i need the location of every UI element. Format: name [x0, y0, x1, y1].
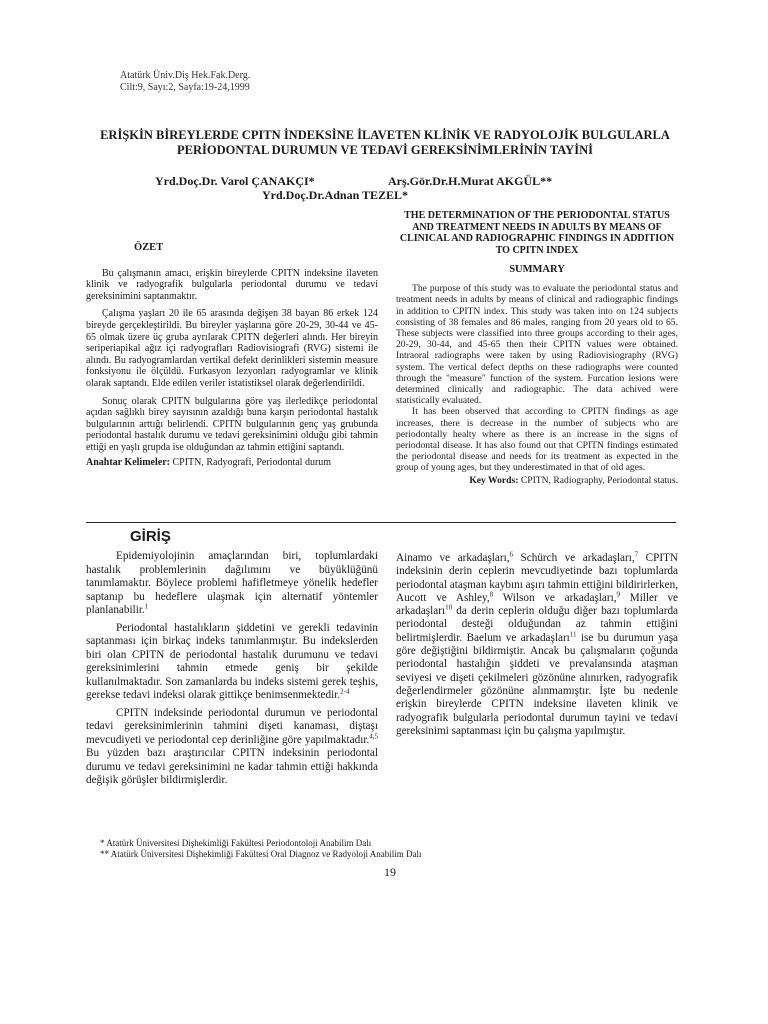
text-segment: Ainamo ve arkadaşları, — [396, 552, 510, 564]
section-divider — [86, 522, 676, 523]
article-title-turkish: ERİŞKİN BİREYLERDE CPITN İNDEKSİNE İLAVETEN KLİNİK VE RADYOLOJİK BULGULARLA PERİODONTAL DURUMUN VE TEDAVİ GEREKSİNİMLERİNİN TAYİNİ — [100, 128, 670, 157]
turkish-abstract — [86, 210, 378, 468]
author-3: Yrd.Doç.Dr.Adnan TEZEL* — [262, 188, 409, 202]
ozet-keywords-label: Anahtar Kelimeler: — [86, 456, 170, 468]
citation-ref: 9 — [616, 590, 620, 599]
footnote-1: * Atatürk Üniversitesi Dişhekimliği Fakültesi Periodontoloji Anabilim Dalı — [100, 838, 372, 848]
ozet-keywords-text: CPITN, Radyografi, Periodontal durum — [172, 456, 332, 468]
author-2: Arş.Gör.Dr.H.Murat AKGÜL** — [388, 174, 553, 188]
text-segment: Wilson ve arkadaşları, — [493, 591, 617, 604]
ozet-paragraph-3: Sonuç olarak CPITN bulgularına göre yaş ilerledikçe periodontal açıdan sağlıklı birey sayısının azaldığı buna karşın periodontal hastalık bulgularının arttığı belirlendi. CPITN bulgularının genç yaş grubunda periodontal hastalık durumu ve tedavi gereksinimini olduğu gibi tahmin ettiği en yaşlı grupda ise olduğundan az tahmin ettiğini saptandı. — [86, 395, 378, 453]
citation-ref: 4,5 — [369, 731, 378, 740]
ozet-paragraph-2: Çalışma yaşları 20 ile 65 arasında değişen 38 bayan 86 erkek 124 bireyde gerçekleştirildi. Bu bireyler yaşlarına göre 20-29, 30-44 ve 45-65 olmak üzere üç gruba ayrılarak CPITN değerleri alındı. Her bireyin seriperiapikal ağız içi radyografları Radiovisiografi (RVG) sistemi ile alındı. Bu radyogramlardan vertikal defekt derinlikleri sistemin measure fonksiyonu ile ölçüldü. Furkasyon lezyonları radyogramlar ve klinik olarak saptandı. Elde edilen veriler istatistiksel olarak değerlendirildi. — [86, 308, 378, 389]
giris-paragraph-2-text: Periodontal hastalıkların şiddetini ve gerekli tedavinin saptanması için birkaç indeks tanımlanmıştır. Bu indekslerden biri olan CPITN de periodontal hastalık durumunu ve tedavi gereksinimlerini tahmin etmede geniş bir şekilde kullanılmaktadır. Son zamanlarda bu indeks sistemi gerek teşhis, gerekse tedavi indeksi olarak gittikçe benimsenmektedir. — [86, 621, 378, 701]
journal-citation — [120, 70, 250, 94]
citation-ref: 11 — [569, 630, 577, 639]
giris-paragraph-2 — [86, 622, 378, 703]
summary-paragraph-1: The purpose of this study was to evaluate the periodontal status and treatment needs in adults by means of clinical and radiographic findings in addition to CPITN index. This study was taken into on 124 subjects consisting of 38 females and 86 males, ranging from 20 years old to 65. These subjects were classified into three groups according to their ages, 20-29, 30-44, and 45-65 then their CPITN values were obtained. Intraoral radiographs were taken by using Radiovisiography (RVG) system. The vertical defect depths on these radiographs were counted through the "measure" function of the system. Furcation lesions were determined clinically and radiographic. The data achived were statistically evaluated. — [396, 283, 678, 407]
text-segment: Schürch ve arkadaşları, — [513, 552, 635, 564]
body-right-column — [396, 552, 678, 738]
giris-paragraph-3-text-a: CPITN indeksinde periodontal durumun ve periodontal tedavi gereksinimlerinin tahmini dişeti kanaması, diştaşı mevcudiyeti ve periodontal cep derinliğine göre yapılmaktadır. — [86, 706, 378, 746]
giris-paragraph-1-text: Epidemiyolojinin amaçlarından biri, toplumlardaki hastalık problemlerinin dağılımını ve büyüklüğünü tanımlamaktır. Böylece problemi hafifletmeye yönelik hedefler saptanıp bu hedeflere ulaşmak için alternatif yöntemler planlanabilir. — [86, 550, 378, 616]
summary-keywords-text: CPITN, Radiography, Periodontal status. — [520, 474, 678, 486]
journal-name: Atatürk Üniv.Diş Hek.Fak.Derg. — [120, 70, 251, 81]
citation-ref: 10 — [445, 603, 453, 612]
ozet-paragraph-1: Bu çalışmanın amacı, erişkin bireylerde CPITN indeksine ilaveten klinik ve radyografik bulgularla periodontal durumu ve tedavi gereksinimini saptanmaktır. — [86, 267, 378, 302]
ozet-heading: ÖZET — [134, 242, 164, 253]
text-segment: CPITN indeksinin derin ceplerin mevcudiyetinde bazı toplumlarda periodontal ataşman kaybını aşırı tahmin ettiğini bildirirlerken, Aucott ve Ashley, — [396, 552, 678, 604]
giris-paragraph-4 — [396, 552, 678, 738]
summary-keywords — [396, 475, 678, 486]
page-number: 19 — [384, 865, 396, 879]
giris-paragraph-3-text-b: Bu yüzden bazı araştırıcılar CPITN indeksinin periodontal durumu ve tedavi gereksinimini ne kadar tahmin ettiği hakkında değişik görüşler bildirmişlerdir. — [86, 747, 378, 786]
summary-keywords-label: Key Words: — [469, 474, 519, 486]
footnotes — [100, 838, 421, 860]
journal-volume: Cilt:9, Sayı:2, Sayfa:19-24,1999 — [120, 82, 250, 93]
citation-ref: 6 — [509, 550, 514, 559]
summary-heading: SUMMARY — [509, 264, 565, 275]
article-title-english: THE DETERMINATION OF THE PERIODONTAL STATUS AND TREATMENT NEEDS IN ADULTS BY MEANS OF CLINICAL AND RADIOGRAPHIC FINDINGS IN ADDITION TO CPITN INDEX — [399, 210, 675, 256]
citation-ref: 2-4 — [340, 687, 350, 696]
text-segment: Miller ve arkadaşları — [396, 591, 679, 618]
giris-paragraph-1 — [86, 550, 378, 618]
giris-heading: GİRİŞ — [130, 528, 171, 545]
text-segment: da derin ceplerin olduğu diğer bazı toplumlarda periodontal desteği olduğundan az tahmin ettiğini belirtmişlerdir. Baelum ve arkadaşları — [396, 605, 678, 644]
summary-paragraph-2: It has been observed that according to CPITN findings as age increases, there is decrease in the number of subjects who are periodontally healty where as there is an increase in the signs of periodontal disease. It has also found out that CPITN findings estimated the periodontal disease and needs for its treatment as expected in the group of young ages, but they underestimated in that of old ages. — [396, 406, 678, 474]
citation-ref: 7 — [634, 550, 639, 559]
english-abstract — [396, 210, 678, 486]
ozet-keywords — [86, 457, 378, 469]
giris-paragraph-3 — [86, 707, 378, 788]
citation-ref: 8 — [489, 590, 494, 599]
author-1: Yrd.Doç.Dr. Varol ÇANAKÇI* — [155, 174, 315, 188]
text-segment: ise bu durumun yaşa göre değiştiğini bildirmiştir. Ancak bu çalışmaların çoğunda periodontal hastalığın şiddeti ve prevalansında ataşman seviyesi ve dişeti çekilmeleri gözönüne alınırken, radyografik değerlendirmeler gözönüne alınmamıştır. İşte bu nedenle erişkin bireylerde CPITN indeksine ilaveten klinik ve radyografik bulgularla periodontal durumun tayini ve tedavi gereksinimi saptanması için bu çalışma yapılmıştır. — [396, 631, 679, 737]
body-left-column — [86, 550, 378, 788]
citation-ref: 1 — [144, 602, 149, 611]
footnote-2: ** Atatürk Üniversitesi Dişhekimliği Fakültesi Oral Diagnoz ve Radyoloji Anabilim Dalı — [100, 849, 422, 859]
